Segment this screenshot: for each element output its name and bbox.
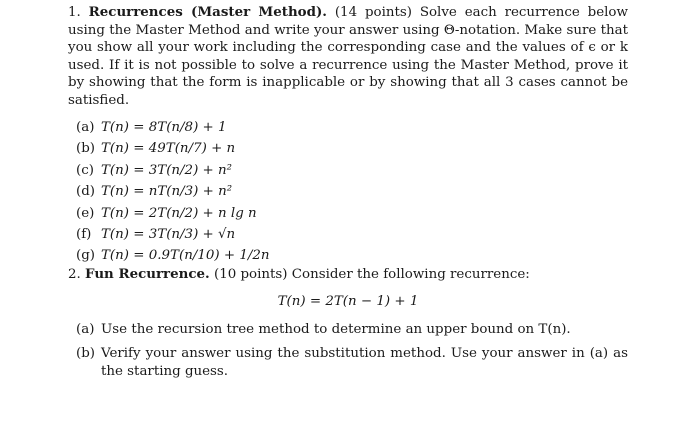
item-label: (f) <box>76 227 92 243</box>
item-label: (g) <box>76 248 96 264</box>
display-equation: T(n) = 2T(n − 1) + 1 <box>277 293 419 309</box>
item-text: Use the recursion tree method to determine an upper bound on T(n). <box>101 321 571 337</box>
problem-1-title: Recurrences (Master Method). <box>88 4 327 20</box>
problem-2 <box>68 266 628 387</box>
recurrence-equation: T(n) = 8T(n/8) + 1 <box>101 120 227 135</box>
recurrence-equation: T(n) = 2T(n/2) + n lg n <box>101 205 257 221</box>
problem-2-number: 2. <box>68 267 81 282</box>
list-item <box>68 203 628 224</box>
item-label: (d) <box>76 184 96 200</box>
list-item <box>68 345 628 381</box>
problem-1-text: (14 points) Solve each recurrence below using the Master Method and write your answer using Θ-notation. Make sure that you show all your work including the corresponding case and the values of ϵ or k used. If it is not possible to solve a recurrence using the Master Method, prove it by showing that the form is inapplicable or by showing that all 3 cases cannot be satisfied. <box>68 5 628 108</box>
recurrence-equation: T(n) = 3T(n/3) + √n <box>101 227 236 243</box>
list-item <box>68 224 628 245</box>
item-label: (b) <box>76 141 96 157</box>
list-item <box>68 245 628 266</box>
problem-2-text: (10 points) Consider the following recurrence: <box>213 267 530 282</box>
problem-1-statement <box>68 4 628 109</box>
item-label: (a) <box>76 120 95 135</box>
problem-1 <box>68 4 628 267</box>
item-label: (e) <box>76 205 95 221</box>
item-label: (b) <box>76 345 96 361</box>
recurrence-equation: T(n) = nT(n/3) + n² <box>101 184 233 200</box>
item-label: (c) <box>76 162 94 178</box>
recurrence-equation: T(n) = 0.9T(n/10) + 1/2n <box>101 248 270 264</box>
problem-2-list <box>68 321 628 381</box>
item-text: Verify your answer using the substitution method. Use your answer in (a) as the starting guess. <box>101 345 628 379</box>
problem-2-title: Fun Recurrence. <box>85 266 210 282</box>
list-item <box>68 117 628 138</box>
list-item <box>68 160 628 181</box>
problem-1-list <box>68 117 628 267</box>
recurrence-equation: T(n) = 3T(n/2) + n² <box>101 162 233 178</box>
recurrence-equation: T(n) = 49T(n/7) + n <box>101 141 236 157</box>
list-item <box>68 138 628 159</box>
item-label: (a) <box>76 321 95 337</box>
problem-2-statement <box>68 266 628 284</box>
list-item <box>68 321 628 339</box>
problem-1-number: 1. <box>68 5 81 20</box>
list-item <box>68 181 628 202</box>
